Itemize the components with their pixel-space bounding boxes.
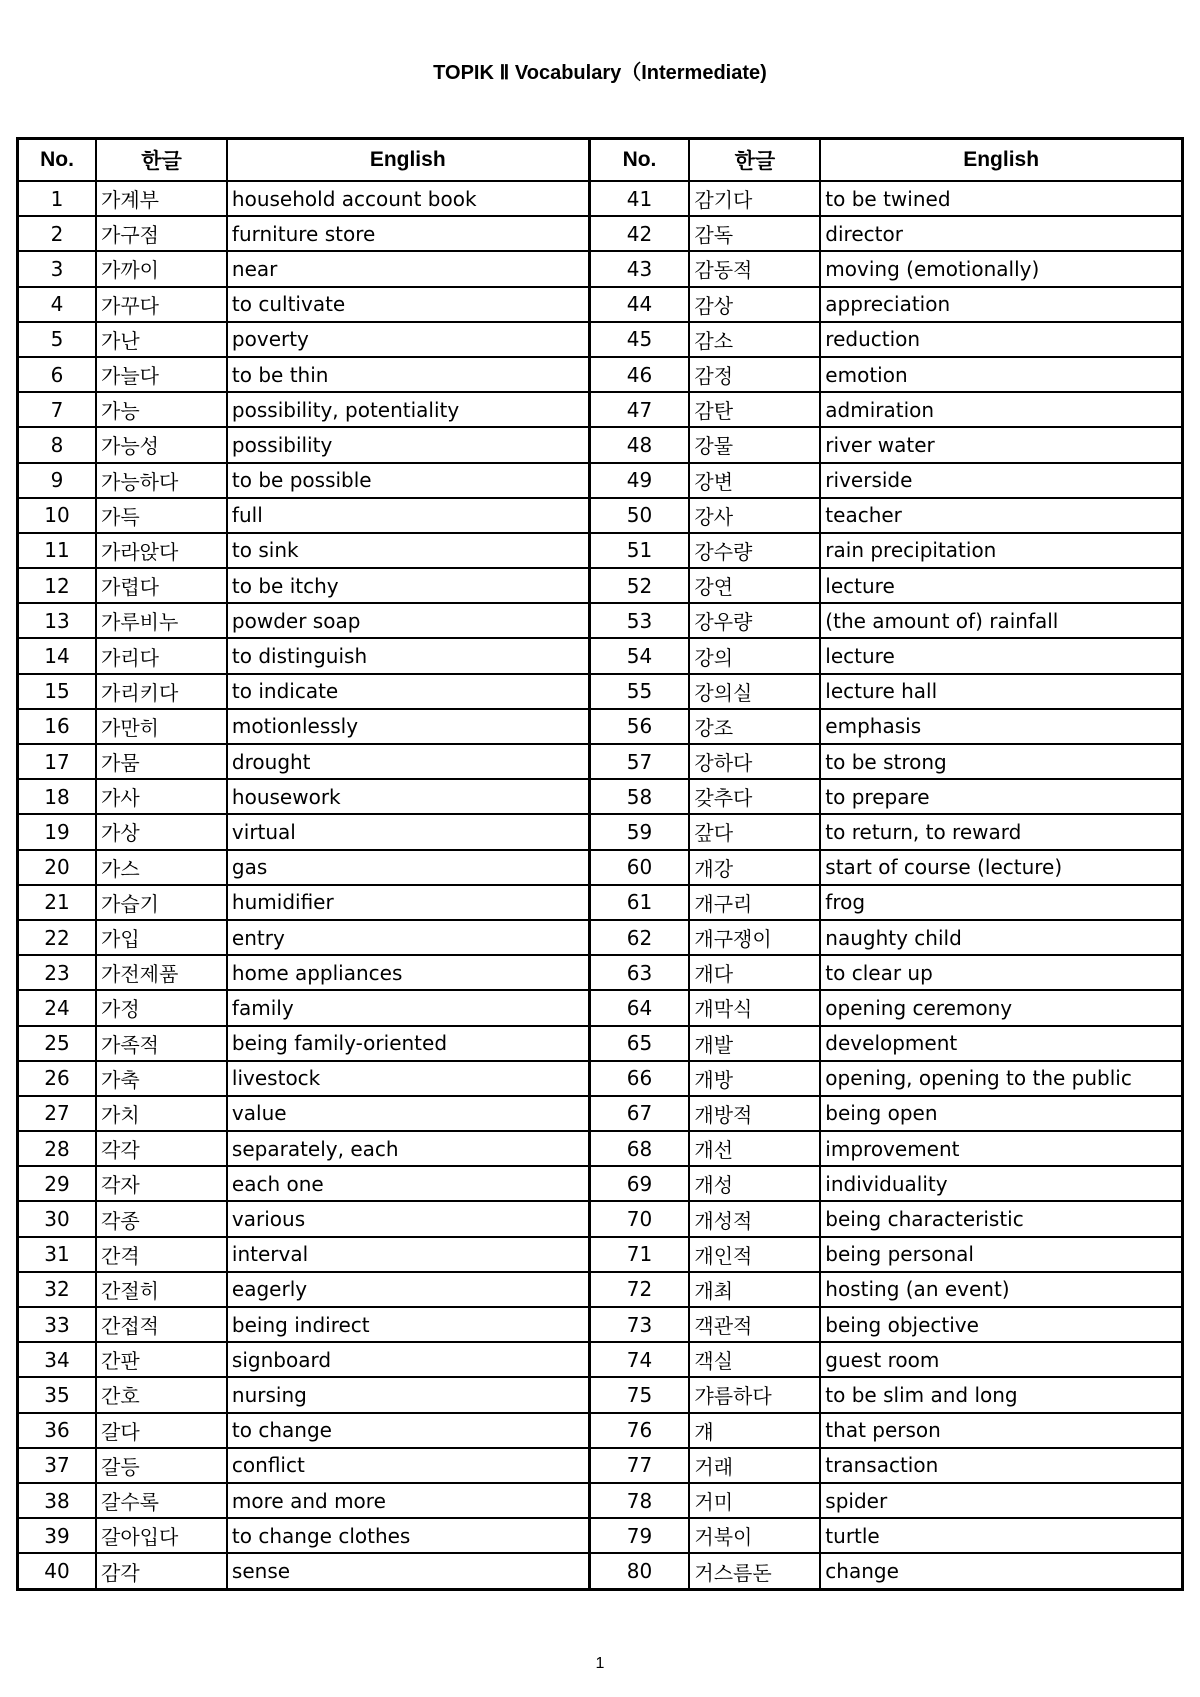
entry-hangul: 강변 (689, 463, 820, 498)
entry-english: frog (820, 885, 1182, 920)
entry-hangul: 가능하다 (96, 463, 227, 498)
entry-number: 60 (589, 850, 689, 885)
table-row (18, 603, 1183, 638)
table-row (18, 814, 1183, 849)
entry-hangul: 가능성 (96, 427, 227, 462)
entry-hangul: 간접적 (96, 1307, 227, 1342)
entry-english: being indirect (227, 1307, 589, 1342)
entry-hangul: 각각 (96, 1131, 227, 1166)
table-row (18, 463, 1183, 498)
entry-hangul: 가꾸다 (96, 287, 227, 322)
entry-english: opening, opening to the public (820, 1061, 1182, 1096)
entry-hangul: 개강 (689, 850, 820, 885)
entry-number: 23 (18, 955, 97, 990)
entry-hangul: 강하다 (689, 744, 820, 779)
table-row (18, 216, 1183, 251)
entry-number: 32 (18, 1272, 97, 1307)
entry-english: sense (227, 1553, 589, 1589)
entry-english: being family-oriented (227, 1026, 589, 1061)
entry-english: change (820, 1553, 1182, 1589)
entry-english: transaction (820, 1448, 1182, 1483)
entry-hangul: 강물 (689, 427, 820, 462)
entry-english: being personal (820, 1237, 1182, 1272)
entry-number: 59 (589, 814, 689, 849)
entry-number: 71 (589, 1237, 689, 1272)
entry-english: lecture (820, 638, 1182, 673)
entry-number: 73 (589, 1307, 689, 1342)
entry-english: teacher (820, 498, 1182, 533)
entry-hangul: 간판 (96, 1342, 227, 1377)
entry-english: being open (820, 1096, 1182, 1131)
entry-english: to be strong (820, 744, 1182, 779)
entry-english: near (227, 251, 589, 286)
entry-number: 15 (18, 674, 97, 709)
entry-english: to be twined (820, 181, 1182, 216)
table-row (18, 1061, 1183, 1096)
entry-number: 74 (589, 1342, 689, 1377)
entry-hangul: 감상 (689, 287, 820, 322)
entry-hangul: 가사 (96, 779, 227, 814)
entry-hangul: 갚다 (689, 814, 820, 849)
entry-number: 63 (589, 955, 689, 990)
entry-number: 76 (589, 1413, 689, 1448)
entry-english: value (227, 1096, 589, 1131)
table-row (18, 1377, 1183, 1412)
table-row (18, 1342, 1183, 1377)
entry-hangul: 갈다 (96, 1413, 227, 1448)
entry-english: start of course (lecture) (820, 850, 1182, 885)
entry-english: emotion (820, 357, 1182, 392)
entry-english: being characteristic (820, 1201, 1182, 1236)
entry-english: poverty (227, 322, 589, 357)
table-row (18, 287, 1183, 322)
entry-hangul: 각종 (96, 1201, 227, 1236)
table-row (18, 1272, 1183, 1307)
entry-number: 18 (18, 779, 97, 814)
entry-number: 33 (18, 1307, 97, 1342)
entry-number: 50 (589, 498, 689, 533)
entry-number: 43 (589, 251, 689, 286)
entry-number: 29 (18, 1166, 97, 1201)
entry-hangul: 객관적 (689, 1307, 820, 1342)
entry-hangul: 개최 (689, 1272, 820, 1307)
entry-english: spider (820, 1483, 1182, 1518)
entry-hangul: 가만히 (96, 709, 227, 744)
entry-hangul: 간절히 (96, 1272, 227, 1307)
entry-number: 75 (589, 1377, 689, 1412)
entry-english: that person (820, 1413, 1182, 1448)
entry-number: 21 (18, 885, 97, 920)
entry-english: to be slim and long (820, 1377, 1182, 1412)
entry-number: 58 (589, 779, 689, 814)
entry-number: 41 (589, 181, 689, 216)
entry-english: household account book (227, 181, 589, 216)
entry-hangul: 감소 (689, 322, 820, 357)
entry-number: 38 (18, 1483, 97, 1518)
entry-english: opening ceremony (820, 990, 1182, 1025)
table-row (18, 744, 1183, 779)
entry-english: full (227, 498, 589, 533)
entry-english: (the amount of) rainfall (820, 603, 1182, 638)
entry-number: 8 (18, 427, 97, 462)
table-row (18, 392, 1183, 427)
page-title: TOPIK Ⅱ Vocabulary（Intermediate) (433, 62, 767, 84)
entry-number: 3 (18, 251, 97, 286)
entry-english: turtle (820, 1518, 1182, 1553)
entry-english: admiration (820, 392, 1182, 427)
table-row (18, 1096, 1183, 1131)
entry-number: 22 (18, 920, 97, 955)
vocabulary-body (18, 181, 1183, 1590)
entry-hangul: 갈수록 (96, 1483, 227, 1518)
entry-number: 67 (589, 1096, 689, 1131)
entry-number: 6 (18, 357, 97, 392)
entry-number: 4 (18, 287, 97, 322)
entry-number: 11 (18, 533, 97, 568)
entry-english: virtual (227, 814, 589, 849)
entry-number: 9 (18, 463, 97, 498)
entry-number: 61 (589, 885, 689, 920)
entry-hangul: 강의 (689, 638, 820, 673)
table-row (18, 181, 1183, 216)
entry-english: lecture (820, 568, 1182, 603)
entry-hangul: 감각 (96, 1553, 227, 1589)
entry-english: to distinguish (227, 638, 589, 673)
entry-number: 27 (18, 1096, 97, 1131)
entry-hangul: 가늘다 (96, 357, 227, 392)
table-row (18, 709, 1183, 744)
entry-english: to clear up (820, 955, 1182, 990)
entry-number: 37 (18, 1448, 97, 1483)
entry-english: possibility (227, 427, 589, 462)
entry-english: moving (emotionally) (820, 251, 1182, 286)
entry-number: 80 (589, 1553, 689, 1589)
entry-number: 65 (589, 1026, 689, 1061)
entry-hangul: 가상 (96, 814, 227, 849)
entry-english: to change clothes (227, 1518, 589, 1553)
table-row (18, 955, 1183, 990)
entry-number: 2 (18, 216, 97, 251)
entry-hangul: 가스 (96, 850, 227, 885)
entry-english: home appliances (227, 955, 589, 990)
entry-hangul: 감기다 (689, 181, 820, 216)
entry-number: 39 (18, 1518, 97, 1553)
entry-english: to be itchy (227, 568, 589, 603)
entry-hangul: 갸름하다 (689, 1377, 820, 1412)
entry-english: hosting (an event) (820, 1272, 1182, 1307)
entry-hangul: 가입 (96, 920, 227, 955)
entry-hangul: 가득 (96, 498, 227, 533)
entry-hangul: 개선 (689, 1131, 820, 1166)
header-no: No. (589, 139, 689, 182)
entry-hangul: 개막식 (689, 990, 820, 1025)
entry-number: 12 (18, 568, 97, 603)
entry-english: conflict (227, 1448, 589, 1483)
table-row (18, 568, 1183, 603)
entry-number: 78 (589, 1483, 689, 1518)
table-row (18, 498, 1183, 533)
entry-number: 17 (18, 744, 97, 779)
entry-number: 19 (18, 814, 97, 849)
entry-hangul: 개방적 (689, 1096, 820, 1131)
entry-english: eagerly (227, 1272, 589, 1307)
table-row (18, 1448, 1183, 1483)
table-row (18, 674, 1183, 709)
entry-hangul: 개인적 (689, 1237, 820, 1272)
entry-hangul: 가뭄 (96, 744, 227, 779)
table-row (18, 533, 1183, 568)
entry-number: 64 (589, 990, 689, 1025)
entry-number: 53 (589, 603, 689, 638)
entry-number: 30 (18, 1201, 97, 1236)
table-row (18, 885, 1183, 920)
entry-english: being objective (820, 1307, 1182, 1342)
entry-english: drought (227, 744, 589, 779)
entry-hangul: 가치 (96, 1096, 227, 1131)
entry-hangul: 가난 (96, 322, 227, 357)
entry-number: 1 (18, 181, 97, 216)
entry-number: 72 (589, 1272, 689, 1307)
vocabulary-table (16, 137, 1184, 1591)
table-row (18, 1518, 1183, 1553)
entry-english: interval (227, 1237, 589, 1272)
entry-english: nursing (227, 1377, 589, 1412)
entry-hangul: 가전제품 (96, 955, 227, 990)
table-row (18, 322, 1183, 357)
table-row (18, 1237, 1183, 1272)
entry-english: rain precipitation (820, 533, 1182, 568)
table-row (18, 427, 1183, 462)
entry-english: entry (227, 920, 589, 955)
entry-hangul: 개발 (689, 1026, 820, 1061)
entry-number: 49 (589, 463, 689, 498)
table-row (18, 920, 1183, 955)
entry-number: 40 (18, 1553, 97, 1589)
entry-english: reduction (820, 322, 1182, 357)
entry-hangul: 가족적 (96, 1026, 227, 1061)
header-hangul: 한글 (96, 139, 227, 182)
entry-number: 28 (18, 1131, 97, 1166)
entry-number: 34 (18, 1342, 97, 1377)
entry-hangul: 각자 (96, 1166, 227, 1201)
table-row (18, 1483, 1183, 1518)
entry-english: improvement (820, 1131, 1182, 1166)
entry-english: more and more (227, 1483, 589, 1518)
entry-english: riverside (820, 463, 1182, 498)
entry-hangul: 가축 (96, 1061, 227, 1096)
entry-hangul: 가계부 (96, 181, 227, 216)
entry-english: appreciation (820, 287, 1182, 322)
entry-hangul: 거래 (689, 1448, 820, 1483)
entry-hangul: 갖추다 (689, 779, 820, 814)
entry-number: 42 (589, 216, 689, 251)
entry-number: 24 (18, 990, 97, 1025)
entry-hangul: 감동적 (689, 251, 820, 286)
entry-english: naughty child (820, 920, 1182, 955)
entry-number: 52 (589, 568, 689, 603)
entry-hangul: 간호 (96, 1377, 227, 1412)
entry-english: to cultivate (227, 287, 589, 322)
entry-english: to sink (227, 533, 589, 568)
entry-english: development (820, 1026, 1182, 1061)
table-row (18, 1413, 1183, 1448)
table-row (18, 779, 1183, 814)
entry-hangul: 갈등 (96, 1448, 227, 1483)
header-row (18, 139, 1183, 182)
entry-hangul: 개다 (689, 955, 820, 990)
entry-number: 25 (18, 1026, 97, 1061)
entry-number: 47 (589, 392, 689, 427)
entry-hangul: 간격 (96, 1237, 227, 1272)
header-english: English (227, 139, 589, 182)
entry-english: powder soap (227, 603, 589, 638)
table-row (18, 850, 1183, 885)
entry-number: 35 (18, 1377, 97, 1412)
entry-english: to indicate (227, 674, 589, 709)
entry-number: 68 (589, 1131, 689, 1166)
entry-english: family (227, 990, 589, 1025)
entry-number: 51 (589, 533, 689, 568)
header-no: No. (18, 139, 97, 182)
entry-number: 79 (589, 1518, 689, 1553)
entry-number: 46 (589, 357, 689, 392)
entry-hangul: 강조 (689, 709, 820, 744)
entry-number: 10 (18, 498, 97, 533)
entry-hangul: 거미 (689, 1483, 820, 1518)
entry-english: to change (227, 1413, 589, 1448)
table-row (18, 357, 1183, 392)
entry-hangul: 강수량 (689, 533, 820, 568)
entry-hangul: 개구쟁이 (689, 920, 820, 955)
entry-english: director (820, 216, 1182, 251)
entry-english: river water (820, 427, 1182, 462)
entry-hangul: 가습기 (96, 885, 227, 920)
entry-hangul: 가리다 (96, 638, 227, 673)
entry-english: housework (227, 779, 589, 814)
entry-english: to prepare (820, 779, 1182, 814)
entry-hangul: 개방 (689, 1061, 820, 1096)
entry-hangul: 가능 (96, 392, 227, 427)
header-english: English (820, 139, 1182, 182)
entry-english: livestock (227, 1061, 589, 1096)
entry-hangul: 가구점 (96, 216, 227, 251)
entry-hangul: 가루비누 (96, 603, 227, 638)
entry-hangul: 가라앉다 (96, 533, 227, 568)
entry-number: 16 (18, 709, 97, 744)
entry-english: to return, to reward (820, 814, 1182, 849)
entry-number: 57 (589, 744, 689, 779)
entry-hangul: 거스름돈 (689, 1553, 820, 1589)
header-hangul: 한글 (689, 139, 820, 182)
entry-english: signboard (227, 1342, 589, 1377)
entry-english: to be possible (227, 463, 589, 498)
entry-english: motionlessly (227, 709, 589, 744)
entry-number: 54 (589, 638, 689, 673)
table-row (18, 1131, 1183, 1166)
entry-english: each one (227, 1166, 589, 1201)
entry-number: 36 (18, 1413, 97, 1448)
table-row (18, 251, 1183, 286)
entry-number: 56 (589, 709, 689, 744)
entry-english: separately, each (227, 1131, 589, 1166)
entry-number: 13 (18, 603, 97, 638)
entry-hangul: 걔 (689, 1413, 820, 1448)
entry-english: gas (227, 850, 589, 885)
entry-number: 66 (589, 1061, 689, 1096)
entry-number: 62 (589, 920, 689, 955)
entry-hangul: 강의실 (689, 674, 820, 709)
entry-english: guest room (820, 1342, 1182, 1377)
table-row (18, 1026, 1183, 1061)
entry-number: 48 (589, 427, 689, 462)
entry-english: lecture hall (820, 674, 1182, 709)
entry-english: various (227, 1201, 589, 1236)
entry-number: 55 (589, 674, 689, 709)
table-row (18, 1307, 1183, 1342)
entry-hangul: 강우량 (689, 603, 820, 638)
entry-hangul: 가까이 (96, 251, 227, 286)
entry-number: 20 (18, 850, 97, 885)
entry-hangul: 거북이 (689, 1518, 820, 1553)
entry-hangul: 감독 (689, 216, 820, 251)
entry-english: individuality (820, 1166, 1182, 1201)
page-number: 1 (595, 1655, 605, 1672)
table-row (18, 1201, 1183, 1236)
entry-hangul: 감정 (689, 357, 820, 392)
entry-hangul: 강연 (689, 568, 820, 603)
entry-hangul: 가정 (96, 990, 227, 1025)
entry-english: possibility, potentiality (227, 392, 589, 427)
entry-number: 44 (589, 287, 689, 322)
table-row (18, 1166, 1183, 1201)
entry-english: to be thin (227, 357, 589, 392)
entry-number: 69 (589, 1166, 689, 1201)
entry-english: humidifier (227, 885, 589, 920)
entry-number: 5 (18, 322, 97, 357)
entry-number: 45 (589, 322, 689, 357)
entry-hangul: 가리키다 (96, 674, 227, 709)
entry-hangul: 가렵다 (96, 568, 227, 603)
entry-number: 31 (18, 1237, 97, 1272)
entry-hangul: 객실 (689, 1342, 820, 1377)
entry-number: 77 (589, 1448, 689, 1483)
entry-number: 70 (589, 1201, 689, 1236)
table-row (18, 990, 1183, 1025)
entry-number: 7 (18, 392, 97, 427)
entry-hangul: 갈아입다 (96, 1518, 227, 1553)
entry-hangul: 감탄 (689, 392, 820, 427)
table-row (18, 1553, 1183, 1589)
entry-number: 26 (18, 1061, 97, 1096)
entry-hangul: 개구리 (689, 885, 820, 920)
entry-hangul: 개성적 (689, 1201, 820, 1236)
entry-english: emphasis (820, 709, 1182, 744)
entry-hangul: 강사 (689, 498, 820, 533)
entry-english: furniture store (227, 216, 589, 251)
entry-number: 14 (18, 638, 97, 673)
table-row (18, 638, 1183, 673)
entry-hangul: 개성 (689, 1166, 820, 1201)
